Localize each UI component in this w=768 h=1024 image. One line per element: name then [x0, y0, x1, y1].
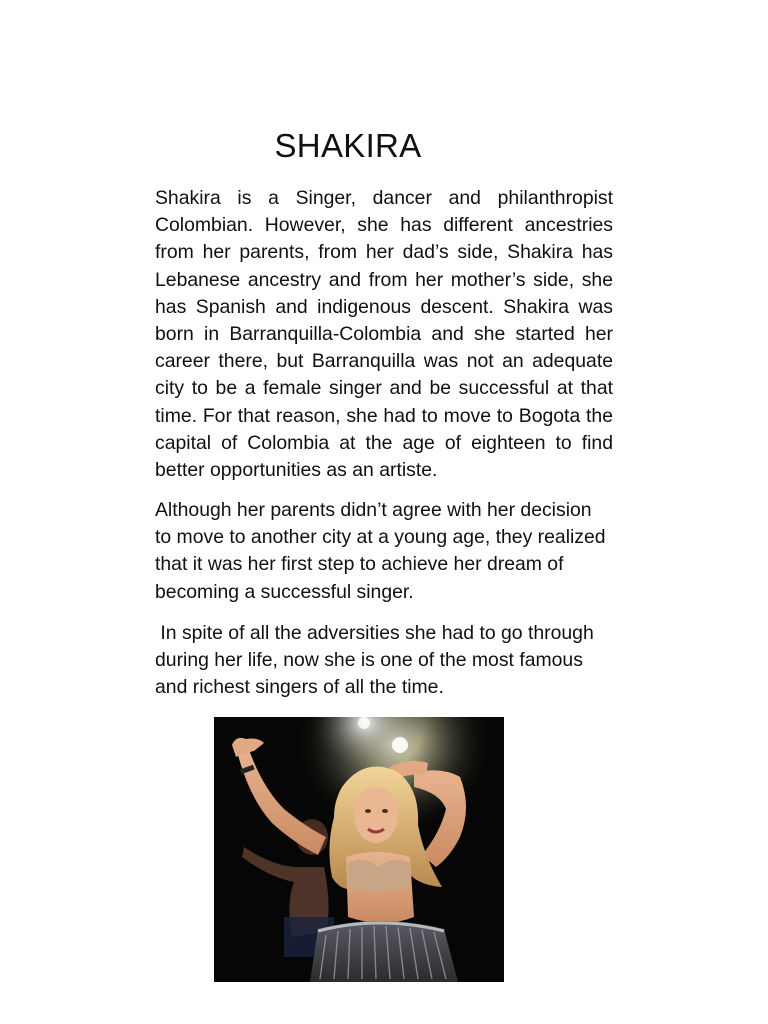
- performer-photo: [214, 717, 504, 982]
- performer-photo-illustration: [214, 717, 504, 982]
- paragraph-parents: Although her parents didn’t agree with her decision to move to another city at a young age, they realized that it was her first step to achieve her dream of becoming a successful singer.: [155, 499, 606, 603]
- paragraph-ancestry: Shakira is a Singer, dancer and philanthropist Colombian. However, she has different ancestries from her parents, from her dad’s side, Shakira has Lebanese ancestry and from her mother’s side, she has Spanish and indigenous descent. Shakira was born in Barranquilla-Colombia and she started her career there, but Barranquilla was not an adequate city to be a female singer and be successful at that time. For that reason, she had to move to Bogota the capital of Colombia at the age of eighteen to find better opportunities as an artiste.: [155, 187, 613, 482]
- page-title: SHAKIRA: [274, 127, 422, 164]
- paragraph-adversities: In spite of all the adversities she had to go through during her life, now she is one of the most famous and richest singers of all the time.: [155, 622, 600, 699]
- face: [354, 787, 398, 843]
